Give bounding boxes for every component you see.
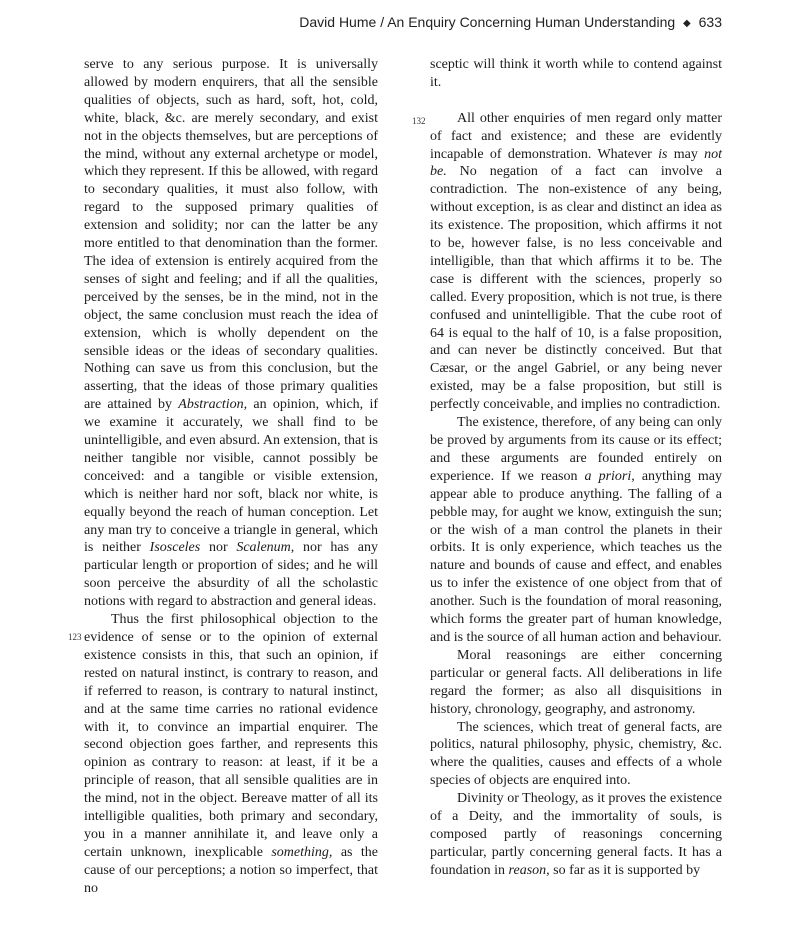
margin-number-132: 132 <box>412 116 426 126</box>
left-column <box>84 56 378 898</box>
running-header <box>0 14 722 30</box>
header-separator: / <box>380 14 385 30</box>
paragraph-right-4: Moral reasonings are either concerning particular or general facts. All deliberations in life regard the former; as also all disquisitions in history, chronology, geography, and astronomy. <box>430 647 722 717</box>
right-column <box>430 56 722 880</box>
paragraph-right-1: sceptic will think it worth while to contend against it. <box>430 57 722 90</box>
margin-number-123: 123 <box>68 632 82 642</box>
paragraph-left-1: serve to any serious purpose. It is universally allowed by modern enquirers, that all the sensible qualities of objects, such as hard, soft, hot, cold, white, black, &c. are merely secondary, and exist not in the objects themselves, but are perceptions of the mind, without any external archetype or model, which they represent. If this be allowed, with regard to secondary qualities, it must also follow, with regard to the supposed primary qualities of extension and solidity; nor can the latter be any more entitled to that denomination than the former. The idea of extension is entirely acquired from the senses of sight and feeling; and if all the qualities, perceived by the senses, be in the mind, not in the object, the same conclusion must reach the idea of extension, which is wholly dependent on the sensible ideas or the ideas of secondary qualities. Nothing can save us from this conclusion, but the asserting, that the ideas of those primary qualities are attained by Abstraction, an opinion, which, if we examine it accurately, we shall find to be unintelligible, and even absurd. An extension, that is neither tangible nor visible, cannot possibly be conceived: and a tangible or visible extension, which is neither hard nor soft, black nor white, is equally beyond the reach of human conception. Let any man try to conceive a triangle in general, which is neither Isosceles nor Scalenum, nor has any particular length or proportion of sides; and he will soon perceive the absurdity of all the scholastic notions with regard to abstraction and general ideas. <box>84 57 379 610</box>
paragraph-right-3: The existence, therefore, of any being can only be proved by arguments from its cause or its effect; and these arguments are founded entirely on experience. If we reason a priori, anything may appear able to produce anything. The falling of a pebble may, for aught we know, extinguish the sun; or the wish of a man control the planets in their orbits. It is only experience, which teaches us the nature and bounds of cause and effect, and enables us to infer the existence of one object from that of another. Such is the foundation of moral reasoning, which forms the greater part of human knowledge, and is the source of all human action and behaviour. <box>430 415 722 645</box>
paragraph-right-6: Divinity or Theology, as it proves the existence of a Deity, and the immortality of souls, is composed partly of reasonings concerning particular, partly concerning general facts. It has a foundation in reason, so far as it is supported by <box>430 791 722 878</box>
paragraph-right-2: All other enquiries of men regard only matter of fact and existence; and these are evidently incapable of demonstration. Whatever is may not be. No negation of a fact can involve a contradiction. The non-existence of any being, without exception, is as clear and distinct an idea as its existence. The proposition, which affirms it not to be, however false, is no less conceivable and intelligible, than that which affirms it to be. The case is different with the sciences, properly so called. Every proposition, which is not true, is there confused and unintelligible. That the cube root of 64 is equal to the half of 10, is a false proposition, and can never be distinctly conceived. But that Cæsar, or the angel Gabriel, or any being never existed, may be a false proposition, but still is perfectly conceivable, and implies no contradiction. <box>430 110 722 413</box>
header-author: David Hume <box>299 14 377 30</box>
paragraph-right-5: The sciences, which treat of general facts, are politics, natural philosophy, physic, chemistry, &c. where the qualities, causes and effects of a whole species of objects are enquired into. <box>430 719 722 789</box>
page-number: 633 <box>698 14 722 30</box>
paragraph-left-2: Thus the first philosophical objection to the evidence of sense or to the opinion of external existence consists in this, that such an opinion, if rested on natural instinct, is contrary to reason, and if referred to reason, is contrary to natural instinct, and at the same time carries no rational evidence with it, to convince an impartial enquirer. The second objection goes farther, and represents this opinion as contrary to reason: at least, if it be a principle of reason, that all sensible qualities are in the mind, not in the object. Bereave matter of all its intelligible qualities, both primary and secondary, you in a manner annihilate it, and leave only a certain unknown, inexplicable something, as the cause of our perceptions; a notion so imperfect, that no <box>84 612 379 896</box>
diamond-icon: ◆ <box>683 18 691 29</box>
header-title: An Enquiry Concerning Human Understanding <box>387 14 676 30</box>
section-gap <box>430 92 722 110</box>
